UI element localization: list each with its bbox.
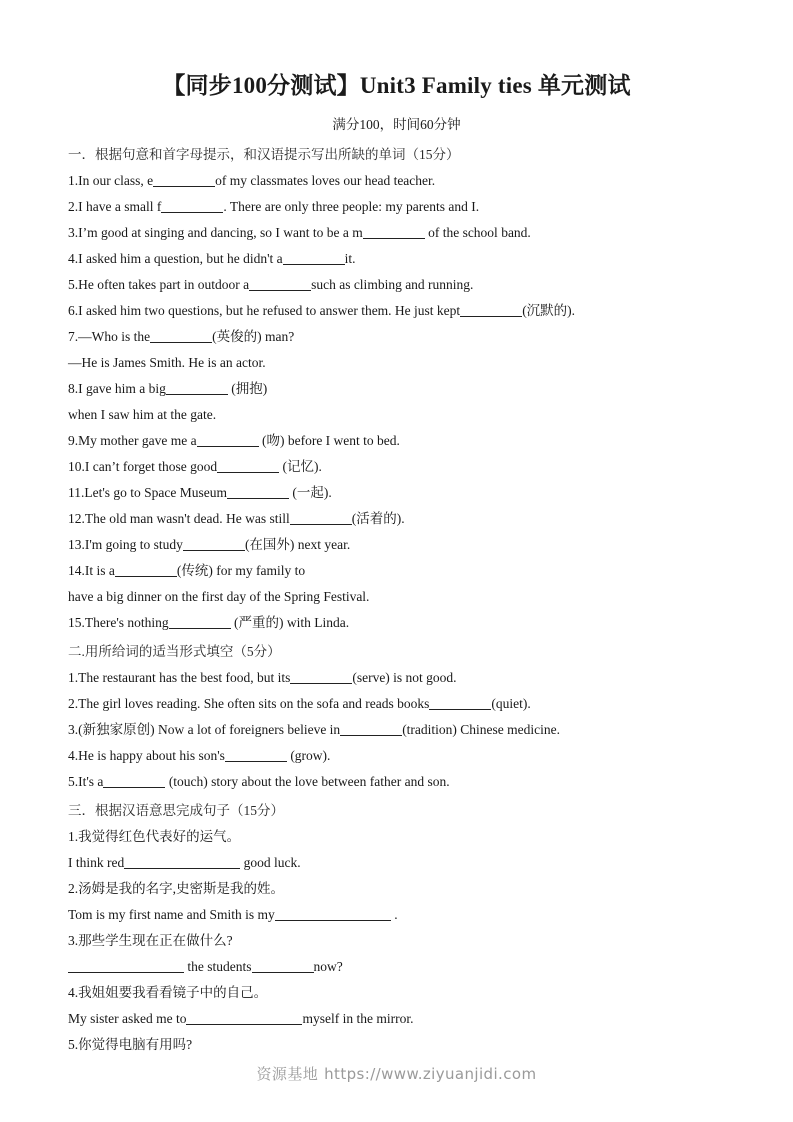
question-text: the students bbox=[184, 959, 252, 974]
question-line bbox=[68, 532, 728, 558]
answer-blank[interactable] bbox=[363, 226, 425, 239]
answer-blank[interactable] bbox=[290, 512, 352, 525]
question-text: 4.I asked him a question, but he didn't a bbox=[68, 251, 283, 266]
question-text: (quiet). bbox=[491, 696, 531, 711]
question-text: myself in the mirror. bbox=[302, 1011, 414, 1026]
question-text: 14.It is a bbox=[68, 563, 115, 578]
exam-meta-line: 满分100，时间60分钟 bbox=[332, 117, 461, 132]
answer-blank[interactable] bbox=[249, 278, 311, 291]
question-line bbox=[68, 402, 728, 428]
question-text: (tradition) Chinese medicine. bbox=[402, 722, 561, 737]
watermark bbox=[0, 1063, 793, 1084]
question-text: 2.I have a small f bbox=[68, 199, 162, 214]
answer-blank[interactable] bbox=[186, 1012, 302, 1025]
answer-blank[interactable] bbox=[283, 252, 345, 265]
question-text: 3.那些学生现在正在做什么? bbox=[68, 933, 233, 948]
answer-blank[interactable] bbox=[252, 960, 314, 973]
question-text: (在国外) next year. bbox=[244, 537, 351, 552]
question-line bbox=[68, 665, 728, 691]
question-text: I think red bbox=[68, 855, 125, 870]
question-text: Tom is my first name and Smith is my bbox=[68, 907, 275, 922]
question-text: (沉默的). bbox=[522, 303, 576, 318]
question-text: (记忆). bbox=[279, 459, 322, 474]
answer-blank[interactable] bbox=[227, 486, 289, 499]
answer-blank[interactable] bbox=[460, 304, 522, 317]
watermark-url: https://www.ziyuanjidi.com bbox=[324, 1065, 537, 1083]
question-text: (吻) before I went to bed. bbox=[258, 433, 400, 448]
section-heading: 一．根据句意和首字母提示，和汉语提示写出所缺的单词（15分） bbox=[68, 147, 460, 162]
question-text: (grow). bbox=[286, 748, 331, 763]
section-heading: 三．根据汉语意思完成句子（15分） bbox=[68, 803, 284, 818]
question-line bbox=[68, 1006, 728, 1032]
question-line bbox=[68, 691, 728, 717]
question-text: 1.In our class, e bbox=[68, 173, 154, 188]
question-text: My sister asked me to bbox=[68, 1011, 187, 1026]
question-text: 5.你觉得电脑有用吗? bbox=[68, 1037, 193, 1052]
answer-blank[interactable] bbox=[290, 671, 352, 684]
question-line bbox=[68, 428, 728, 454]
answer-blank[interactable] bbox=[197, 434, 259, 447]
answer-blank[interactable] bbox=[103, 775, 165, 788]
question-text: —He is James Smith. He is an actor. bbox=[68, 355, 266, 370]
question-line bbox=[68, 850, 728, 876]
exam-body bbox=[68, 142, 728, 1058]
question-line bbox=[68, 743, 728, 769]
question-text: 5.It's a bbox=[68, 774, 104, 789]
question-line bbox=[68, 376, 728, 402]
question-text: 2.汤姆是我的名字,史密斯是我的姓。 bbox=[68, 881, 284, 896]
question-text: have a big dinner on the first day of the Spring Festival. bbox=[68, 589, 370, 604]
answer-blank[interactable] bbox=[429, 697, 491, 710]
question-line bbox=[68, 584, 728, 610]
question-text: . There are only three people: my parents and I. bbox=[223, 199, 480, 214]
question-line bbox=[68, 876, 728, 902]
question-text: (活着的). bbox=[351, 511, 405, 526]
question-text: (传统) for my family to bbox=[176, 563, 306, 578]
question-line bbox=[68, 769, 728, 795]
question-line bbox=[68, 220, 728, 246]
question-text: 11.Let's go to Space Museum bbox=[68, 485, 228, 500]
question-line bbox=[68, 717, 728, 743]
question-text: (serve) is not good. bbox=[352, 670, 457, 685]
question-text: 12.The old man wasn't dead. He was still bbox=[68, 511, 290, 526]
question-line bbox=[68, 194, 728, 220]
question-text: (touch) story about the love between father and son. bbox=[165, 774, 450, 789]
question-text: good luck. bbox=[240, 855, 301, 870]
question-line bbox=[68, 980, 728, 1006]
question-line bbox=[68, 246, 728, 272]
question-line bbox=[68, 928, 728, 954]
question-text: 13.I'm going to study bbox=[68, 537, 183, 552]
question-text: 3.I’m good at singing and dancing, so I want to be a m bbox=[68, 225, 363, 240]
question-text: (一起). bbox=[289, 485, 332, 500]
question-text: now? bbox=[313, 959, 343, 974]
question-line bbox=[68, 954, 728, 980]
question-line bbox=[68, 454, 728, 480]
question-text: 3.(新独家原创) Now a lot of foreigners believe in bbox=[68, 722, 341, 737]
question-text: 7.—Who is the bbox=[68, 329, 151, 344]
question-text: . bbox=[390, 907, 398, 922]
question-line bbox=[68, 558, 728, 584]
question-text: such as climbing and running. bbox=[311, 277, 474, 292]
question-text: 1.The restaurant has the best food, but its bbox=[68, 670, 291, 685]
question-text: 4.He is happy about his son's bbox=[68, 748, 225, 763]
answer-blank[interactable] bbox=[217, 460, 279, 473]
answer-blank[interactable] bbox=[153, 174, 215, 187]
answer-blank[interactable] bbox=[68, 960, 184, 973]
question-text: 2.The girl loves reading. She often sits on the sofa and reads books bbox=[68, 696, 430, 711]
question-text: 9.My mother gave me a bbox=[68, 433, 197, 448]
question-line bbox=[68, 272, 728, 298]
question-text: 8.I gave him a big bbox=[68, 381, 166, 396]
answer-blank[interactable] bbox=[183, 538, 245, 551]
answer-blank[interactable] bbox=[124, 856, 240, 869]
question-line bbox=[68, 350, 728, 376]
question-text: 15.There's nothing bbox=[68, 615, 169, 630]
question-line bbox=[68, 480, 728, 506]
question-text: 5.He often takes part in outdoor a bbox=[68, 277, 250, 292]
question-text: (严重的) with Linda. bbox=[230, 615, 350, 630]
question-text: 4.我姐姐要我看看镜子中的自己。 bbox=[68, 985, 268, 1000]
section-heading: 二.用所给词的适当形式填空（5分） bbox=[68, 644, 281, 659]
answer-blank[interactable] bbox=[275, 908, 391, 921]
answer-blank[interactable] bbox=[115, 564, 177, 577]
question-text: of the school band. bbox=[424, 225, 531, 240]
question-text: 6.I asked him two questions, but he refused to answer them. He just kept bbox=[68, 303, 461, 318]
question-text: it. bbox=[344, 251, 356, 266]
question-line bbox=[68, 298, 728, 324]
question-line bbox=[68, 610, 728, 636]
question-text: (拥抱) bbox=[227, 381, 268, 396]
question-line bbox=[68, 824, 728, 850]
question-line bbox=[68, 168, 728, 194]
page-title: 【同步100分测试】Unit3 Family ties 单元测试 bbox=[162, 73, 631, 98]
answer-blank[interactable] bbox=[225, 749, 287, 762]
question-text: of my classmates loves our head teacher. bbox=[215, 173, 436, 188]
question-text: (英俊的) man? bbox=[212, 329, 295, 344]
answer-blank[interactable] bbox=[340, 723, 402, 736]
answer-blank[interactable] bbox=[169, 616, 231, 629]
watermark-label: 资源基地 bbox=[256, 1065, 319, 1083]
answer-blank[interactable] bbox=[166, 382, 228, 395]
question-line bbox=[68, 506, 728, 532]
answer-blank[interactable] bbox=[161, 200, 223, 213]
question-line bbox=[68, 324, 728, 350]
question-line bbox=[68, 902, 728, 928]
question-text: 10.I can’t forget those good bbox=[68, 459, 218, 474]
question-line bbox=[68, 1032, 728, 1058]
answer-blank[interactable] bbox=[150, 330, 212, 343]
question-text: 1.我觉得红色代表好的运气。 bbox=[68, 829, 241, 844]
question-text: when I saw him at the gate. bbox=[68, 407, 217, 422]
